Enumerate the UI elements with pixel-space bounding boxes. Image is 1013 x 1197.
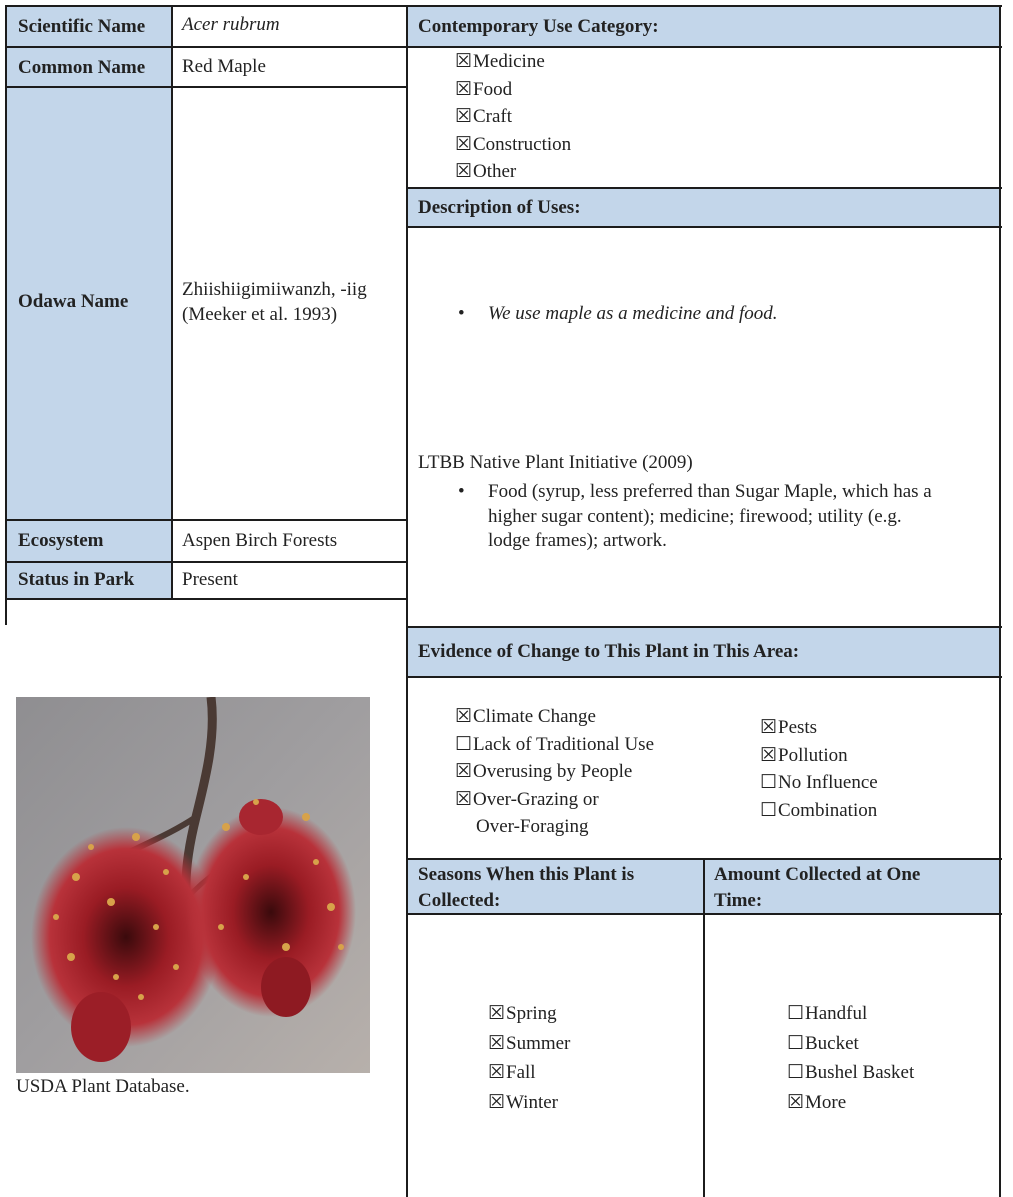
checkbox-checked-icon: ☒	[455, 161, 473, 182]
status-label: Status in Park	[18, 569, 135, 590]
list-item: • Food (syrup, less preferred than Sugar Maple, which has a higher sugar content); medicine; firewood; utility (e.g. lodge frames); artwork.	[458, 481, 932, 551]
divider	[171, 5, 173, 600]
evidence-climate-change: ☒Climate Change	[455, 703, 755, 731]
amount-list	[787, 999, 987, 1117]
odawa-name-citation: (Meeker et al. 1993)	[182, 304, 338, 325]
checkbox-checked-icon: ☒	[488, 1032, 506, 1054]
seasons-heading: Seasons When this Plant is	[418, 864, 635, 885]
photo-caption-cell	[16, 1076, 396, 1102]
common-name-value-cell	[172, 47, 406, 87]
use-item-construction: ☒Construction	[455, 131, 755, 159]
divider	[5, 519, 408, 521]
divider	[5, 5, 7, 625]
description-heading: Description of Uses:	[418, 197, 581, 218]
list-item: • We use maple as a medicine and food.	[418, 302, 998, 327]
checkbox-checked-icon: ☒	[787, 1091, 805, 1113]
checkbox-checked-icon: ☒	[488, 1091, 506, 1113]
checkbox-checked-icon: ☒	[488, 1062, 506, 1083]
divider	[5, 561, 408, 563]
evidence-header	[408, 628, 1000, 677]
divider	[999, 5, 1001, 1197]
seasons-header: Seasons When this Plant is Collected:	[408, 860, 704, 914]
divider	[406, 676, 1002, 678]
checkbox-empty-icon: ☐	[760, 799, 778, 821]
use-category-list	[455, 48, 755, 188]
status-label-cell	[6, 562, 172, 600]
checkbox-empty-icon: ☐	[455, 733, 473, 755]
checkbox-checked-icon: ☒	[455, 761, 473, 782]
photo-caption: USDA Plant Database.	[16, 1076, 190, 1097]
scientific-name-label-cell	[6, 6, 172, 47]
checkbox-checked-icon: ☒	[455, 133, 473, 155]
divider	[406, 5, 408, 1197]
divider	[406, 226, 1002, 228]
common-name-label: Common Name	[18, 57, 146, 78]
amount-bushel-basket: ☐Bushel Basket	[787, 1058, 987, 1088]
evidence-right-list	[760, 714, 990, 824]
ecosystem-value: Aspen Birch Forests	[182, 530, 338, 551]
evidence-left-list	[455, 703, 755, 841]
use-category-heading: Contemporary Use Category:	[418, 16, 659, 37]
odawa-name-value: Zhiishiigimiiwanzh, -iig	[182, 279, 367, 300]
scientific-name-value-cell	[172, 6, 406, 47]
evidence-pests: ☒Pests	[760, 714, 990, 742]
evidence-pollution: ☒Pollution	[760, 742, 990, 770]
status-value-cell	[172, 562, 406, 600]
checkbox-checked-icon: ☒	[760, 717, 778, 738]
evidence-lack-of-use: ☐Lack of Traditional Use	[455, 731, 755, 759]
ecosystem-value-cell	[172, 520, 406, 562]
use-item-medicine: ☒Medicine	[455, 48, 755, 76]
common-name-label-cell	[6, 47, 172, 87]
use-item-food: ☒Food	[455, 76, 755, 104]
divider	[5, 598, 408, 600]
divider	[5, 86, 408, 88]
season-winter: ☒Winter	[488, 1088, 688, 1118]
description-bullet-2	[418, 480, 998, 554]
checkbox-empty-icon: ☐	[787, 1003, 805, 1024]
amount-header: Amount Collected at One Time:	[704, 860, 1000, 914]
ecosystem-label: Ecosystem	[18, 530, 104, 551]
checkbox-checked-icon: ☒	[488, 1003, 506, 1024]
evidence-overusing: ☒Overusing by People	[455, 758, 755, 786]
odawa-name-label-cell	[6, 87, 172, 520]
checkbox-checked-icon: ☒	[760, 744, 778, 766]
description-source: LTBB Native Plant Initiative (2009)	[418, 452, 693, 473]
checkbox-checked-icon: ☒	[455, 51, 473, 72]
red-maple-flower-image	[16, 697, 370, 1073]
divider	[406, 46, 1002, 48]
odawa-name-value-cell	[172, 87, 406, 520]
bullet-icon: •	[458, 303, 465, 324]
divider	[703, 858, 705, 1197]
plant-photo	[16, 697, 370, 1073]
divider	[406, 187, 1002, 189]
amount-more: ☒More	[787, 1088, 987, 1118]
use-item-craft: ☒Craft	[455, 103, 755, 131]
divider	[406, 626, 1002, 628]
checkbox-checked-icon: ☒	[455, 706, 473, 727]
divider	[5, 5, 408, 7]
ecosystem-label-cell	[6, 520, 172, 562]
divider	[406, 5, 1002, 7]
checkbox-checked-icon: ☒	[455, 788, 473, 810]
scientific-name-value: Acer rubrum	[182, 14, 280, 35]
odawa-name-label: Odawa Name	[18, 291, 129, 312]
checkbox-empty-icon: ☐	[760, 772, 778, 793]
checkbox-checked-icon: ☒	[455, 106, 473, 127]
evidence-over-foraging: Over-Foraging	[476, 816, 589, 837]
amount-heading: Amount Collected at One	[714, 864, 921, 885]
divider	[5, 46, 408, 48]
seasons-list	[488, 999, 688, 1117]
amount-handful: ☐Handful	[787, 999, 987, 1029]
evidence-no-influence: ☐No Influence	[760, 769, 990, 797]
use-item-other: ☒Other	[455, 158, 755, 186]
checkbox-checked-icon: ☒	[455, 78, 473, 100]
status-value: Present	[182, 569, 238, 590]
checkbox-empty-icon: ☐	[787, 1062, 805, 1083]
evidence-heading: Evidence of Change to This Plant in This Area:	[418, 641, 800, 662]
season-summer: ☒Summer	[488, 1029, 688, 1059]
amount-bucket: ☐Bucket	[787, 1029, 987, 1059]
evidence-combination: ☐Combination	[760, 797, 990, 825]
bullet-icon: •	[458, 481, 465, 502]
evidence-over-grazing: ☒Over-Grazing or	[455, 786, 755, 814]
description-header	[408, 189, 1000, 227]
season-fall: ☒Fall	[488, 1058, 688, 1088]
scientific-name-label: Scientific Name	[18, 16, 146, 37]
use-category-header	[408, 6, 1000, 47]
checkbox-empty-icon: ☐	[787, 1032, 805, 1054]
season-spring: ☒Spring	[488, 999, 688, 1029]
common-name-value: Red Maple	[182, 56, 266, 77]
description-bullet-1	[418, 302, 998, 327]
